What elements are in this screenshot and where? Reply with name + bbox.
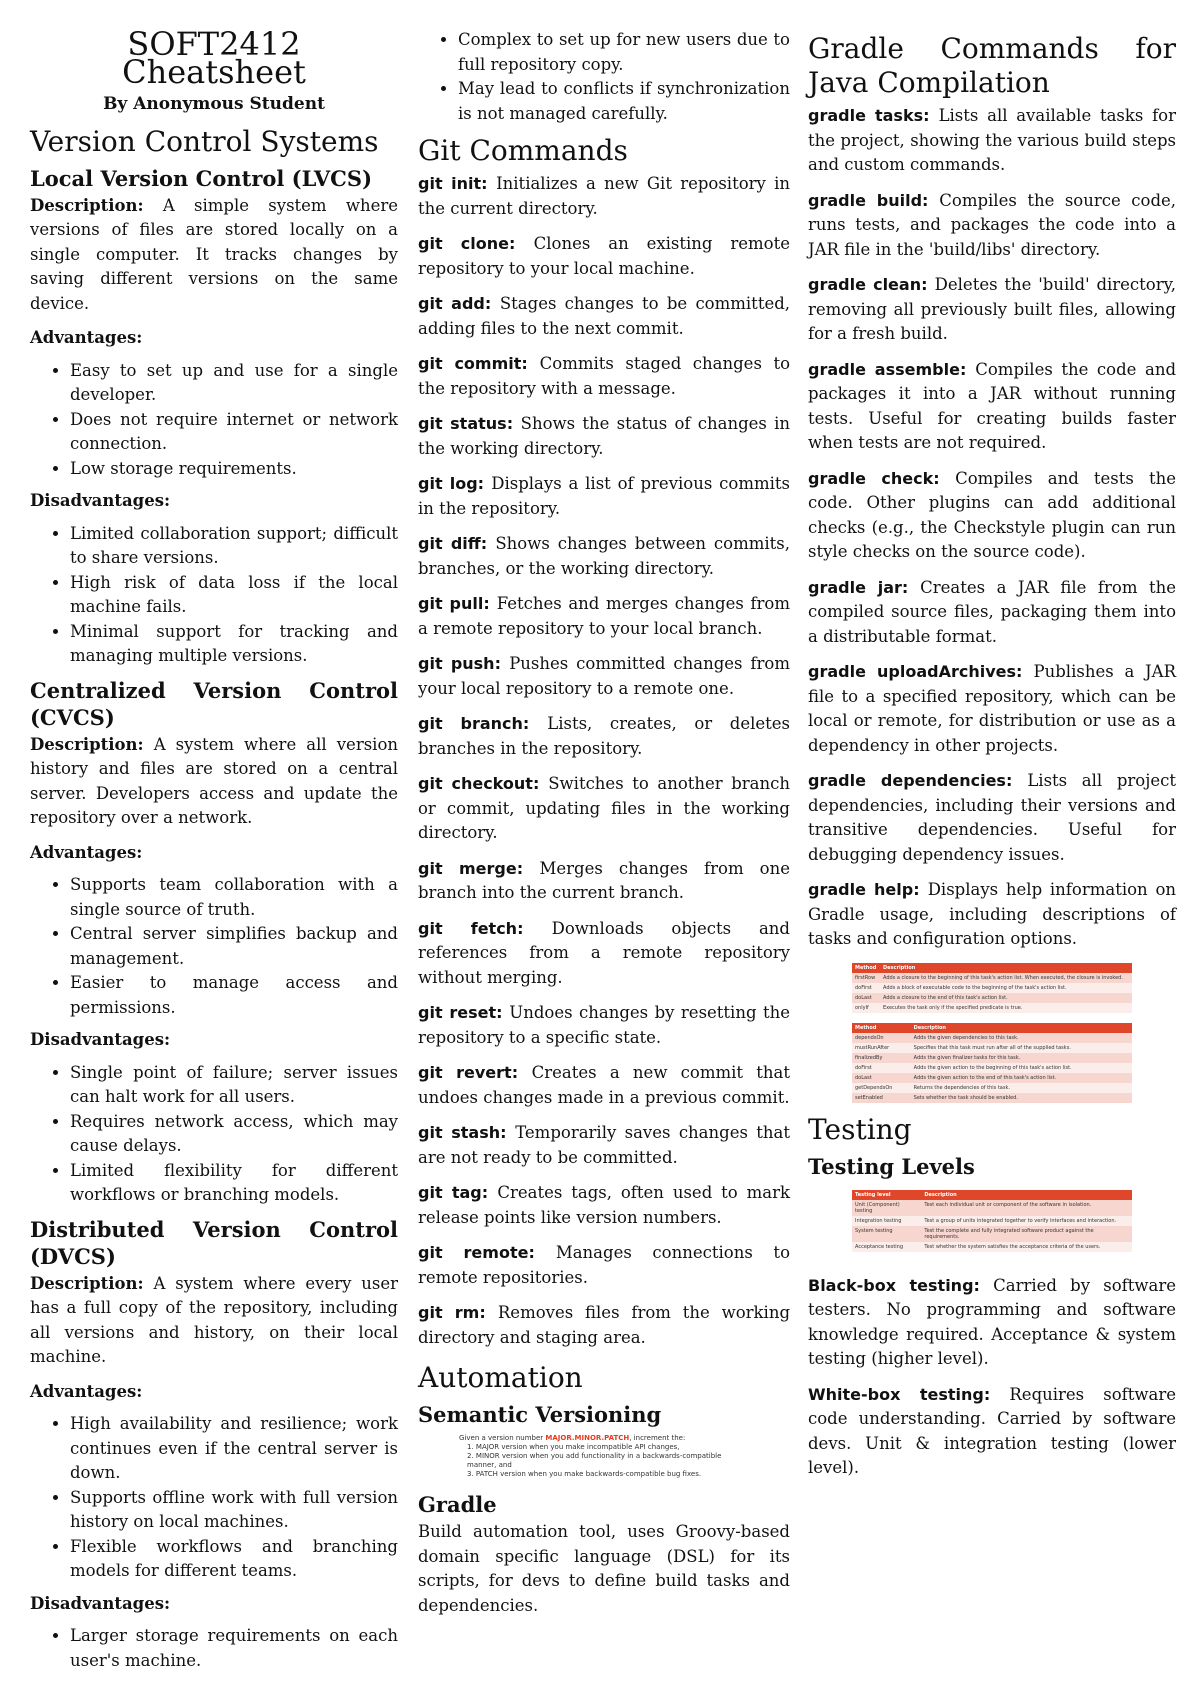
list-item: • Complex to set up for new users due to full repository copy. (458, 28, 790, 77)
command-separator: : (532, 774, 549, 793)
command-separator: : (479, 1303, 498, 1322)
whitebox-text: Requires software code understanding. Carried by software devs. Unit & integration testing (lower level). (808, 1384, 1176, 1477)
semver-item: 1. MAJOR version when you make incompatible API changes, (467, 1443, 680, 1451)
table-row (852, 1053, 1132, 1063)
command-name: git branch (418, 714, 523, 733)
command-entry (808, 358, 1176, 456)
command-description: Removes files from the working directory and staging area. (418, 1303, 791, 1347)
command-name: gradle uploadArchives (808, 662, 1017, 681)
lvcs-advantages-list (30, 359, 398, 482)
table-row (852, 1200, 1132, 1216)
command-description: Commits staged changes to the repository with a message. (418, 354, 791, 398)
command-name: gradle dependencies (808, 771, 1006, 790)
command-description: Creates a new commit that undoes changes made in a previous commit. (418, 1063, 790, 1107)
semver-intro-end: , increment the: (629, 1434, 686, 1442)
table-cell: Test whether the system satisfies the acceptance criteria of the users. (921, 1242, 1132, 1252)
table-cell: Adds a block of executable code to the beginning of the task's action list. (880, 983, 1132, 993)
semver-figure (459, 1434, 749, 1479)
table-header: Description (880, 963, 1132, 973)
command-entry (418, 532, 790, 581)
dvcs-advantages-list (30, 1412, 398, 1584)
list-item: • Supports offline work with full version history on local machines. (70, 1486, 398, 1535)
command-description: Switches to another branch or commit, updating files in the working directory. (418, 774, 791, 842)
gradle-task-methods-table (852, 963, 1132, 1013)
command-entry (418, 592, 790, 641)
gradle-commands-heading: Gradle Commands for Java Compilation (808, 32, 1176, 99)
command-name: git diff (418, 534, 481, 553)
command-description: Compiles the code and packages it into a JAR without running tests. Useful for creating builds faster when tests are not required. (808, 359, 1177, 452)
table-cell: doFirst (852, 983, 880, 993)
command-entry (418, 472, 790, 521)
gradle-task-api-table (852, 1023, 1132, 1103)
list-item: • High risk of data loss if the local machine fails. (70, 571, 398, 620)
command-entry (418, 352, 790, 401)
table-header: Description (911, 1023, 1132, 1033)
dvcs-disadvantages-list-continued (418, 28, 790, 126)
command-entry (808, 467, 1176, 565)
command-description: Initializes a new Git repository in the current directory. (418, 174, 790, 218)
table-cell: Specifies that this task must run after all of the supplied tasks. (911, 1043, 1132, 1053)
dvcs-description (30, 1272, 398, 1370)
table-cell: getDependsOn (852, 1083, 911, 1093)
command-name: gradle assemble (808, 359, 960, 379)
list-item: • Requires network access, which may cause delays. (70, 1110, 398, 1159)
command-separator: : (1005, 771, 1028, 790)
table-cell: dependsOn (852, 1033, 911, 1043)
table-row (852, 1033, 1132, 1043)
list-item: • Easier to manage access and permissions. (70, 971, 398, 1020)
command-separator: : (913, 880, 928, 899)
command-description: Fetches and merges changes from a remote repository to your local branch. (418, 594, 791, 638)
table-row (852, 1043, 1132, 1053)
description-text: A system where every user has a full copy of the repository, including all versions and history, on their local machine. (30, 1273, 398, 1366)
table-row (852, 1083, 1132, 1093)
list-item: • Does not require internet or network connection. (70, 408, 398, 457)
semver-item-text: PATCH version when you make backwards-compatible bug fixes. (475, 1470, 702, 1478)
table-cell: Test each individual unit or component of the software in isolation. (921, 1200, 1132, 1216)
page-title (30, 25, 398, 91)
command-description: Downloads objects and references from a remote repository without merging. (418, 918, 790, 987)
table-cell: Executes the task only if the specified predicate is true. (880, 1003, 1132, 1013)
command-entry (418, 412, 790, 461)
table-row (852, 1093, 1132, 1103)
command-description: Lists all project dependencies, including their versions and transitive dependencies. Useful for debugging dependency issues. (808, 771, 1176, 864)
description-text: A system where all version history and files are stored on a central server. Developers access and update the repository over a network. (30, 734, 399, 827)
command-separator: : (480, 534, 496, 553)
cvcs-heading: Centralized Version Control (CVCS) (30, 677, 398, 730)
lvcs-advantages-label: Advantages: (30, 328, 143, 347)
table-cell: doLast (852, 993, 880, 1003)
table-row (852, 1073, 1132, 1083)
command-separator: : (901, 577, 921, 597)
command-name: git checkout (418, 774, 533, 793)
table-cell: System testing (852, 1226, 921, 1242)
cvcs-advantages-list (30, 873, 398, 1020)
automation-heading: Automation (418, 1361, 583, 1394)
list-item: • Limited flexibility for different workflows or branching models. (70, 1159, 398, 1208)
command-description: Compiles and tests the code. Other plugins can add additional checks (e.g., the Checkstyle plugin can run style checks on the source code). (808, 468, 1176, 561)
command-separator: : (496, 1003, 510, 1022)
blackbox-text: Carried by software testers. No programming and software knowledge required. Acceptance & system testing (higher level). (808, 1275, 1177, 1368)
command-description: Merges changes from one branch into the current branch. (418, 858, 790, 902)
list-item: • Minimal support for tracking and managing multiple versions. (70, 620, 398, 669)
table-header: Testing level (852, 1190, 921, 1200)
table-cell: doFirst (852, 1063, 911, 1073)
command-description: Shows changes between commits, branches, or the working directory. (418, 534, 791, 578)
description-text: A simple system where versions of files are stored locally on a single computer. It tracks changes by saving different versions on the same device. (30, 195, 398, 313)
command-separator: : (516, 858, 540, 878)
command-separator: : (921, 275, 935, 294)
list-item: • Low storage requirements. (70, 457, 398, 482)
command-entry (418, 172, 790, 221)
command-name: gradle check (808, 468, 934, 488)
command-name: git status (418, 414, 507, 433)
command-entry (808, 273, 1176, 347)
command-description: Deletes the 'build' directory, removing all previously built files, allowing for a fresh build. (808, 275, 1177, 343)
table-cell: Adds the given dependencies to this task. (911, 1033, 1132, 1043)
lvcs-disadvantages-list (30, 522, 398, 669)
command-name: gradle help (808, 880, 914, 899)
table-cell: onlyIf (852, 1003, 880, 1013)
git-heading: Git Commands (418, 134, 628, 167)
description-label: Description: (30, 1273, 144, 1293)
cvcs-advantages-label: Advantages: (30, 842, 143, 862)
description-label: Description: (30, 734, 144, 754)
command-name: git add (418, 294, 485, 313)
command-name: git remote (418, 1243, 529, 1262)
command-description: Displays a list of previous commits in the repository. (418, 474, 790, 518)
command-name: git pull (418, 594, 484, 613)
command-name: git fetch (418, 918, 518, 938)
command-name: git reset (418, 1003, 497, 1022)
semver-format: MAJOR.MINOR.PATCH (545, 1434, 630, 1442)
command-name: git merge (418, 858, 517, 878)
semver-item-text: MINOR version when you add functionality in a backwards-compatible manner, and (467, 1452, 722, 1469)
command-description: Shows the status of changes in the working directory. (418, 414, 791, 458)
command-description: Stages changes to be committed, adding files to the next commit. (418, 294, 791, 338)
command-entry (418, 232, 790, 281)
column-1 (30, 25, 399, 1681)
command-name: gradle jar (808, 577, 902, 597)
command-name: git clone (418, 234, 510, 253)
list-item: • Limited collaboration support; difficult to share versions. (70, 522, 398, 571)
git-command-list (418, 172, 790, 1350)
dvcs-advantages-label: Advantages: (30, 1381, 143, 1401)
command-name: git push (418, 654, 495, 673)
command-description: Lists, creates, or deletes branches in the repository. (418, 714, 790, 758)
command-description: Pushes committed changes from your local repository to a remote one. (418, 654, 790, 698)
table-row (852, 1242, 1132, 1252)
table-cell: firstRow (852, 973, 880, 983)
table-cell: mustRunAfter (852, 1043, 911, 1053)
table-row (852, 1216, 1132, 1226)
cvcs-disadvantages-label: Disadvantages: (30, 1030, 171, 1049)
command-separator: : (477, 474, 492, 493)
command-separator: : (522, 714, 548, 733)
command-separator: : (922, 190, 940, 210)
testing-levels-table (852, 1190, 1132, 1252)
command-separator: : (528, 1243, 556, 1262)
command-entry (808, 769, 1176, 867)
table-cell: Test a group of units integrated together to verify interfaces and interaction. (921, 1216, 1132, 1226)
command-separator: : (494, 654, 510, 673)
command-description: Creates a JAR file from the compiled source files, packaging them into a distributable format. (808, 577, 1177, 646)
description-label: Description: (30, 195, 144, 215)
blackbox-label: Black-box testing: (808, 1275, 980, 1295)
whitebox-testing (808, 1383, 1176, 1481)
list-item: • Flexible workflows and branching models for different teams. (70, 1535, 398, 1584)
command-entry (418, 292, 790, 341)
command-separator: : (959, 359, 976, 379)
command-name: gradle clean (808, 275, 922, 294)
command-name: git log (418, 474, 478, 493)
command-description: Clones an existing remote repository to your local machine. (418, 234, 791, 278)
table-header: Method (852, 963, 880, 973)
command-name: gradle tasks (808, 106, 924, 125)
gradle-heading: Gradle (418, 1492, 497, 1517)
command-entry (418, 1061, 790, 1110)
dvcs-heading: Distributed Version Control (DVCS) (30, 1216, 398, 1269)
command-entry (418, 1001, 790, 1050)
semver-intro: Given a version number (459, 1434, 544, 1442)
title-line-2: Cheatsheet (122, 53, 306, 91)
table-cell: Returns the dependencies of this task. (911, 1083, 1132, 1093)
command-entry (418, 1121, 790, 1170)
list-item: • Central server simplifies backup and management. (70, 922, 398, 971)
gradle-command-list (808, 104, 1176, 952)
command-name: git init (418, 174, 482, 193)
byline: By Anonymous Student (103, 94, 325, 114)
table-row (852, 1063, 1132, 1073)
table-cell: finalizedBy (852, 1053, 911, 1063)
command-entry (418, 652, 790, 701)
command-description: Lists all available tasks for the project, showing the various build steps and custom commands. (808, 106, 1176, 174)
command-entry (808, 104, 1176, 178)
table-cell: setEnabled (852, 1093, 911, 1103)
table-cell: Adds the given action to the end of this task's action list. (911, 1073, 1132, 1083)
column-3 (808, 28, 1176, 1492)
command-name: git tag (418, 1183, 482, 1202)
list-item: • May lead to conflicts if synchronization is not managed carefully. (458, 77, 790, 126)
table-cell: Adds the given action to the beginning of this task's action list. (911, 1063, 1132, 1073)
command-name: git revert (418, 1063, 512, 1082)
command-separator: : (517, 918, 552, 938)
command-entry (418, 1181, 790, 1230)
table-row (852, 1003, 1132, 1013)
command-description: Manages connections to remote repositories. (418, 1243, 790, 1287)
command-separator: : (481, 1183, 498, 1202)
cvcs-description (30, 733, 398, 831)
command-entry (418, 712, 790, 761)
command-separator: : (933, 468, 956, 488)
lvcs-description (30, 194, 398, 317)
command-separator: : (484, 294, 500, 313)
table-row (852, 983, 1132, 993)
list-item: • Supports team collaboration with a single source of truth. (70, 873, 398, 922)
table-cell: doLast (852, 1073, 911, 1083)
table-row (852, 993, 1132, 1003)
command-entry (418, 1241, 790, 1290)
command-description: Undoes changes by resetting the repository to a specific state. (418, 1003, 790, 1047)
command-entry (808, 189, 1176, 263)
table-row (852, 1226, 1132, 1242)
command-entry (418, 1301, 790, 1350)
command-description: Temporarily saves changes that are not ready to be committed. (418, 1123, 790, 1167)
testing-heading: Testing (808, 1112, 912, 1146)
command-separator: : (923, 106, 939, 125)
list-item: • Single point of failure; server issues can halt work for all users. (70, 1061, 398, 1110)
command-name: git rm (418, 1303, 480, 1322)
table-cell: Adds a closure to the beginning of this task's action list. When executed, the closure is invoked. (880, 973, 1132, 983)
command-name: git commit (418, 354, 522, 373)
command-entry (808, 660, 1176, 758)
command-entry (808, 878, 1176, 952)
lvcs-heading: Local Version Control (LVCS) (30, 165, 372, 191)
table-cell: Adds a closure to the end of this task's action list. (880, 993, 1132, 1003)
table-cell: Sets whether the task should be enabled. (911, 1093, 1132, 1103)
table-cell: Integration testing (852, 1216, 921, 1226)
command-entry (418, 857, 790, 906)
command-description: Compiles the source code, runs tests, and packages the code into a JAR file in the 'build/libs' directory. (808, 190, 1177, 259)
testing-levels-heading: Testing Levels (808, 1153, 975, 1179)
column-2 (418, 28, 790, 1628)
whitebox-label: White-box testing: (808, 1384, 991, 1404)
list-item: • High availability and resilience; work continues even if the central server is down. (70, 1412, 398, 1486)
table-cell: Adds the given finalizer tasks for this task. (911, 1053, 1132, 1063)
semver-item: 3. PATCH version when you make backwards-compatible bug fixes. (467, 1470, 702, 1478)
command-description: Publishes a JAR file to a specified repository, which can be local or remote, for distribution or use as a dependency in other projects. (808, 662, 1176, 755)
vcs-heading: Version Control Systems (30, 124, 379, 158)
dvcs-disadvantages-list (30, 1624, 398, 1673)
semver-heading: Semantic Versioning (418, 1402, 662, 1427)
command-entry (418, 917, 790, 991)
table-cell: Acceptance testing (852, 1242, 921, 1252)
semver-item: 2. MINOR version when you add functionality in a backwards-compatible manner, and (467, 1452, 722, 1469)
command-description: Displays help information on Gradle usage, including descriptions of tasks and configuration options. (808, 880, 1177, 948)
gradle-description: Build automation tool, uses Groovy-based domain specific language (DSL) for its scripts, for devs to define build tasks and dependencies. (418, 1522, 790, 1615)
command-name: git stash (418, 1123, 501, 1142)
table-cell: Test the complete and fully integrated software product against the requirements. (921, 1226, 1132, 1242)
command-separator: : (500, 1123, 516, 1142)
command-separator: : (483, 594, 497, 613)
command-separator: : (521, 354, 540, 373)
command-separator: : (509, 234, 534, 253)
blackbox-testing (808, 1274, 1176, 1372)
list-item: • Larger storage requirements on each user's machine. (70, 1624, 398, 1673)
table-header: Description (921, 1190, 1132, 1200)
table-row (852, 973, 1132, 983)
title-line-1: SOFT2412 (127, 25, 301, 63)
command-separator: : (506, 414, 521, 433)
table-header: Method (852, 1023, 911, 1033)
command-entry (418, 772, 790, 846)
command-separator: : (481, 174, 497, 193)
command-separator: : (511, 1063, 532, 1082)
table-cell: Unit (Component) testing (852, 1200, 921, 1216)
command-separator: : (1016, 662, 1034, 681)
command-description: Creates tags, often used to mark release points like version numbers. (418, 1183, 790, 1227)
list-item: • Easy to set up and use for a single developer. (70, 359, 398, 408)
semver-item-text: MAJOR version when you make incompatible API changes, (475, 1443, 680, 1451)
lvcs-disadvantages-label: Disadvantages: (30, 491, 171, 510)
command-name: gradle build (808, 190, 923, 210)
dvcs-disadvantages-label: Disadvantages: (30, 1593, 171, 1613)
command-entry (808, 576, 1176, 650)
cvcs-disadvantages-list (30, 1061, 398, 1208)
